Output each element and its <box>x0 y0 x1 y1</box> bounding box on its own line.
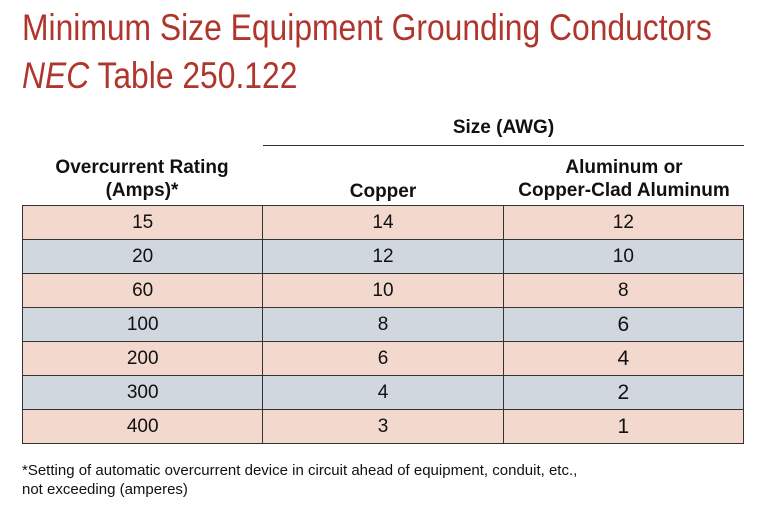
nec-label: NEC <box>22 55 90 96</box>
table-reference: Table 250.122 <box>89 55 298 96</box>
aluminum-header-line2: Copper-Clad Aluminum <box>518 180 730 201</box>
rating-header-line2: (Amps)* <box>105 180 179 201</box>
table-row <box>23 410 744 444</box>
copper-cell: 6 <box>263 342 503 376</box>
table-row <box>23 206 744 240</box>
rating-header-line1: Overcurrent Rating <box>55 157 229 178</box>
table-row <box>23 274 744 308</box>
footnote-line1: *Setting of automatic overcurrent device in circuit ahead of equipment, conduit, etc., <box>22 462 578 479</box>
rating-cell: 200 <box>23 342 263 376</box>
table-row <box>23 376 744 410</box>
aluminum-cell: 12 <box>503 206 743 240</box>
copper-cell: 3 <box>263 410 503 444</box>
aluminum-cell: 2 <box>503 376 743 410</box>
table-row <box>23 308 744 342</box>
aluminum-header <box>504 156 744 202</box>
rating-cell: 60 <box>23 274 263 308</box>
page-title: Minimum Size Equipment Grounding Conductors <box>22 7 712 48</box>
aluminum-header-line1: Aluminum or <box>565 157 683 178</box>
rating-cell: 400 <box>23 410 263 444</box>
grounding-conductor-table <box>22 205 744 444</box>
aluminum-cell: 10 <box>503 240 743 274</box>
page-subtitle <box>22 56 297 96</box>
copper-cell: 10 <box>263 274 503 308</box>
copper-cell: 14 <box>263 206 503 240</box>
footnote-line2: not exceeding (amperes) <box>22 481 188 498</box>
size-header-rule <box>263 145 744 146</box>
rating-cell: 20 <box>23 240 263 274</box>
rating-cell: 100 <box>23 308 263 342</box>
copper-cell: 4 <box>263 376 503 410</box>
table-row <box>23 342 744 376</box>
aluminum-cell: 8 <box>503 274 743 308</box>
footnote <box>22 461 752 499</box>
aluminum-cell: 4 <box>503 342 743 376</box>
rating-cell: 15 <box>23 206 263 240</box>
copper-cell: 8 <box>263 308 503 342</box>
size-awg-header: Size (AWG) <box>452 117 555 138</box>
overcurrent-rating-header <box>22 156 262 202</box>
copper-cell: 12 <box>263 240 503 274</box>
aluminum-cell: 1 <box>503 410 743 444</box>
table-row <box>23 240 744 274</box>
aluminum-cell: 6 <box>503 308 743 342</box>
copper-header: Copper <box>349 181 417 202</box>
rating-cell: 300 <box>23 376 263 410</box>
